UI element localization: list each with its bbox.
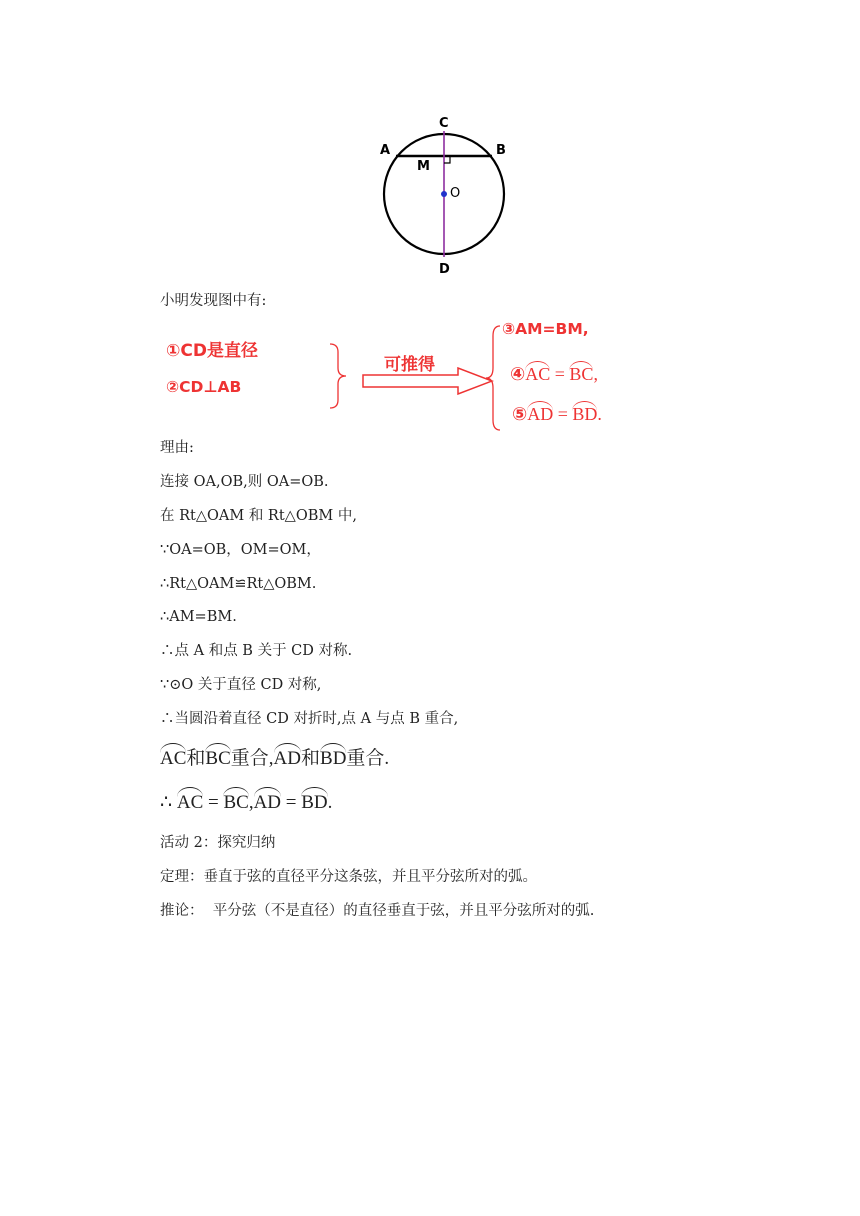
label-c: C <box>439 116 449 131</box>
proof-line-7: ∵⊙O 关于直径 CD 对称, <box>160 677 322 693</box>
proof-line-4: ∴Rt△OAM≌Rt△OBM. <box>160 576 317 592</box>
arc-ac: AC <box>177 790 203 816</box>
arc-ad: AD <box>254 790 281 816</box>
arcs-text: 重合. <box>346 748 390 769</box>
arc-bd: BD <box>301 790 327 816</box>
arc-bd: BD <box>572 404 598 424</box>
intro-text: 小明发现图中有: <box>160 293 267 309</box>
proof-line-8: ∴当圆沿着直径 CD 对折时,点 A 与点 B 重合, <box>160 711 459 727</box>
equals-sign: = <box>557 404 568 424</box>
result-4-number: ④ <box>510 364 526 385</box>
right-brace <box>326 342 352 410</box>
result-5 <box>512 404 602 425</box>
label-d: D <box>439 262 450 277</box>
arcs-text: 和 <box>186 748 206 769</box>
condition-1: ①CD是直径 <box>166 341 258 361</box>
theorem-text: 定理：垂直于弦的直径平分这条弦，并且平分弦所对的弧。 <box>160 869 537 885</box>
proof-line-2: 在 Rt△OAM 和 Rt△OBM 中, <box>160 508 357 524</box>
equals-sign: = <box>203 792 224 813</box>
circle-figure <box>370 108 520 278</box>
proof-line-3: ∵OA=OB，OM=OM， <box>160 542 321 558</box>
label-b: B <box>496 143 506 158</box>
proof-line-1: 连接 OA,OB,则 OA=OB. <box>160 474 329 490</box>
arc-ad: AD <box>274 746 301 772</box>
arc-bc: BC <box>205 746 230 772</box>
label-a: A <box>380 143 391 158</box>
infer-arrow <box>362 367 494 395</box>
arcs-equal-line <box>160 790 332 816</box>
arc-bc: BC <box>569 364 594 384</box>
reason-heading: 理由: <box>160 440 194 456</box>
center-point-o <box>441 191 447 197</box>
arc-bd: BD <box>320 746 346 772</box>
proof-line-5: ∴AM=BM. <box>160 609 237 625</box>
infer-label: 可推得 <box>384 355 435 375</box>
activity-heading: 活动 2：探究归纳 <box>160 835 276 851</box>
arcs-text: 和 <box>301 748 321 769</box>
therefore-symbol: ∴ <box>160 792 173 813</box>
result-4-end: , <box>593 364 598 384</box>
arc-ac: AC <box>160 746 186 772</box>
arcs-coincide-line <box>160 746 389 772</box>
label-m: M <box>417 159 430 174</box>
proof-line-6: ∴点 A 和点 B 关于 CD 对称. <box>160 643 353 659</box>
equals-sign: = <box>554 364 565 384</box>
comma: , <box>248 792 254 813</box>
left-brace <box>484 324 504 432</box>
arcs-text: 重合, <box>230 748 274 769</box>
corollary-text: 推论： 平分弦（不是直径）的直径垂直于弦，并且平分弦所对的弧. <box>160 903 595 919</box>
equals-sign: = <box>281 792 302 813</box>
arc-ac: AC <box>525 364 551 384</box>
period: . <box>327 792 333 813</box>
result-5-number: ⑤ <box>512 404 528 425</box>
result-5-end: . <box>597 404 602 424</box>
arc-bc: BC <box>223 790 248 816</box>
result-4 <box>510 364 598 385</box>
arc-ad: AD <box>527 404 554 424</box>
condition-2: ②CD⊥AB <box>166 378 242 396</box>
result-3: ③AM=BM, <box>502 320 589 338</box>
label-o: O <box>450 186 461 201</box>
